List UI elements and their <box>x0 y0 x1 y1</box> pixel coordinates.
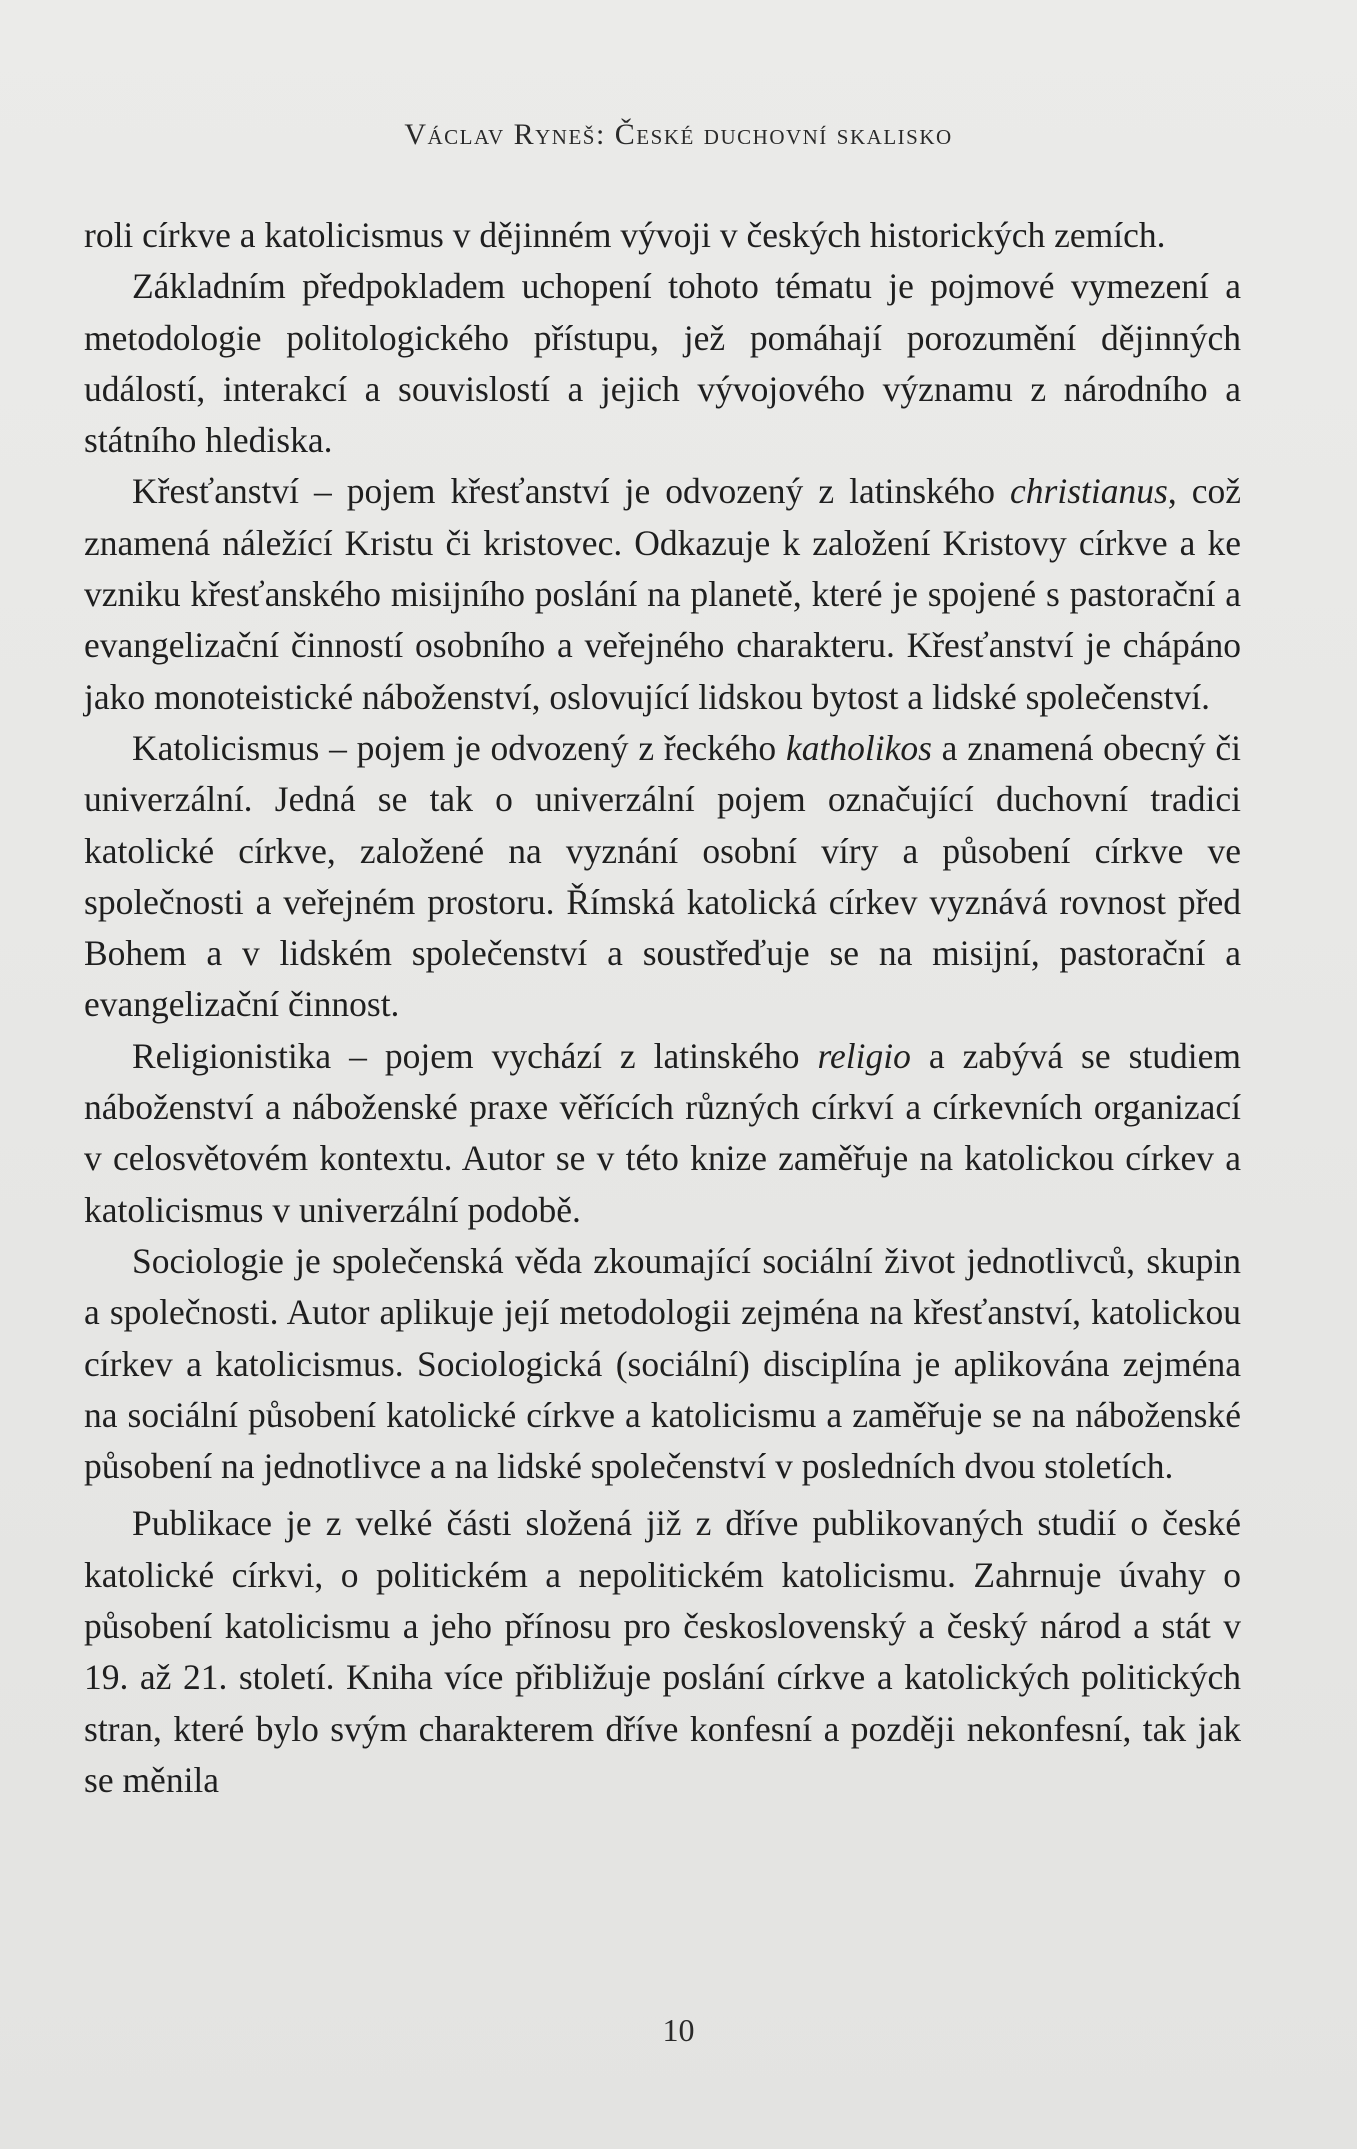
body-text <box>84 210 1241 1806</box>
running-head: Václav Ryneš: České duchovní skalisko <box>404 118 953 151</box>
paragraph-1 <box>84 210 1241 261</box>
italic-term: religio <box>817 1035 911 1076</box>
paragraph-4 <box>84 723 1241 1031</box>
paragraph-2 <box>84 261 1241 466</box>
text-run: Sociologie je společenská věda zkoumající sociální život jednotlivců, skupin a společnosti. Autor aplikuje její metodologii zejména na křesťanství, katolickou církev a katolicismus. Sociologická (sociální) disciplína je aplikována zejména na sociální působení katolické církve a katolicismu a zaměřuje se na náboženské působení na jednotlivce a na lidské společenství v posledních dvou stoletích. <box>84 1240 1241 1487</box>
italic-term: christianus <box>1010 471 1168 512</box>
paragraph-5 <box>84 1031 1241 1236</box>
text-run: Základním předpokladem uchopení tohoto tématu je pojmové vymezení a metodologie politologického přístupu, jež pomáhají porozumění dějinných událostí, interakcí a souvislostí a jejich vývojového významu z národního a státního hlediska. <box>84 266 1241 461</box>
text-run: roli církve a katolicismus v dějinném vývoji v českých historických zemích. <box>84 215 1166 255</box>
paragraph-7 <box>84 1498 1241 1806</box>
paragraph-6 <box>84 1236 1241 1492</box>
italic-term: katholikos <box>785 727 932 768</box>
text-run: a zabývá se studiem náboženství a náboženské praxe věřících různých církví a církevních organizací v celosvětovém kontextu. Autor se v této knize zaměřuje na katolickou církev a katolicismus v univerzální podobě. <box>84 1035 1241 1230</box>
text-run: a znamená obecný či univerzální. Jedná se tak o univerzální pojem označující duchovní tradici katolické církve, založené na vyznání osobní víry a působení církve ve společnosti a veřejném prostoru. Římská katolická církev vyznává rovnost před Bohem a v lidském společenství a soustřeďuje se na misijní, pastorační a evangelizační činnost. <box>84 727 1242 1025</box>
text-run: Katolicismus – pojem je odvozený z řeckého <box>132 727 786 768</box>
text-run: , což znamená náležící Kristu či kristovec. Odkazuje k založení Kristovy církve a ke vzniku křesťanského misijního poslání na planetě, které je spojené s pastorační a evangelizační činností osobního a veřejného charakteru. Křesťanství je chápáno jako monoteistické náboženství, oslovující lidskou bytost a lidské společenství. <box>84 471 1241 717</box>
text-run: Publikace je z velké části složená již z dříve publikovaných studií o české katolické církvi, o politickém a nepolitickém katolicismu. Zahrnuje úvahy o působení katolicismu a jeho přínosu pro československý a český národ a stát v 19. až 21. století. Kniha více přibližuje poslání církve a katolických politických stran, které bylo svým charakterem dříve konfesní a později nekonfesní, tak jak se měnila <box>84 1503 1241 1800</box>
text-run: Křesťanství – pojem křesťanství je odvozený z latinského <box>132 471 1011 512</box>
paragraph-3 <box>84 466 1241 722</box>
text-run: Religionistika – pojem vychází z latinského <box>132 1035 818 1076</box>
page-number: 10 <box>662 2012 695 2048</box>
